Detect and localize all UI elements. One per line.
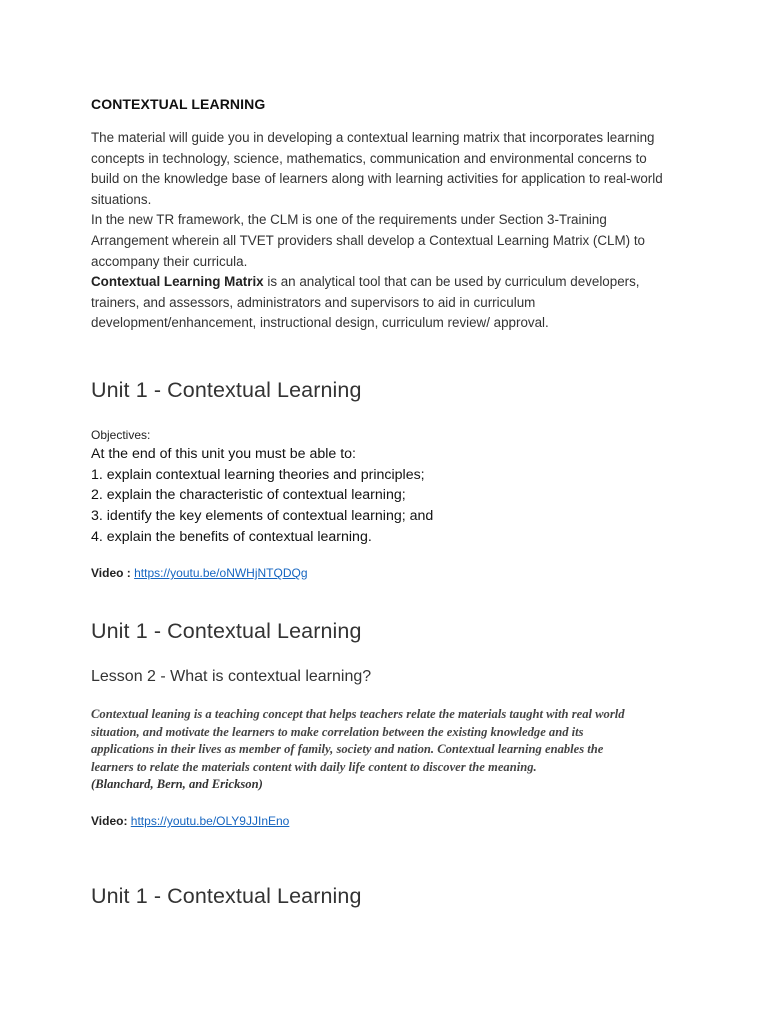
definition-quote <box>91 706 691 794</box>
unit-1-heading: Unit 1 - Contextual Learning <box>91 378 362 402</box>
objectives-intro: At the end of this unit you must be able to: <box>91 446 356 462</box>
intro-paragraph-3 <box>91 272 671 334</box>
intro-section <box>91 128 671 334</box>
unit-1-next-heading: Unit 1 - Contextual Learning <box>91 884 362 908</box>
intro-paragraph-2: In the new TR framework, the CLM is one of the requirements under Section 3-Training Arrangement wherein all TVET providers shall develop a Contextual Learning Matrix (CLM) to accompany their curricula. <box>91 212 645 269</box>
objective-item: 3. identify the key elements of contextual learning; and <box>91 508 434 525</box>
objectives-label: Objectives: <box>91 428 151 442</box>
quote-line: applications in their lives as member of family, society and nation. Contextual learning enables the <box>91 742 604 757</box>
objective-item: 1. explain contextual learning theories and principles; <box>91 466 425 483</box>
unit-1-lesson-2-heading: Unit 1 - Contextual Learning <box>91 619 362 643</box>
quote-line: Contextual leaning is a teaching concept that helps teachers relate the materials taught with real world <box>91 707 625 721</box>
quote-line: situation, and motivate the learners to make correlation between the existing knowledge and its <box>91 724 584 739</box>
objective-item: 4. explain the benefits of contextual learning. <box>91 528 372 545</box>
quote-citation: (Blanchard, Bern, and Erickson) <box>91 777 263 792</box>
lesson-2-title: Lesson 2 - What is contextual learning? <box>91 668 372 685</box>
objectives-list <box>91 444 691 548</box>
lesson-2-video-line <box>91 814 289 828</box>
clm-term: Contextual Learning Matrix <box>91 274 264 290</box>
intro-paragraph-1: The material will guide you in developing a contextual learning matrix that incorporates learning concepts in technology, science, mathematics, communication and environmental concerns to build on the knowledge base of learners along with learning activities for application to real-world situations. <box>91 130 663 207</box>
unit-1-video-line <box>91 566 308 580</box>
lesson-2-video-link[interactable]: https://youtu.be/OLY9JJInEno <box>130 814 290 828</box>
quote-line: learners to relate the materials content with daily life content to discover the meaning. <box>91 759 537 774</box>
unit-1-video-link[interactable]: https://youtu.be/oNWHjNTQDQg <box>134 566 308 580</box>
objective-item: 2. explain the characteristic of contextual learning; <box>91 487 406 504</box>
clm-definition: is an analytical tool that can be used by curriculum developers, trainers, and assessors, administrators and supervisors to aid in curriculum development/enhancement, instructional design, curriculum review/ approval. <box>91 274 640 331</box>
video-label: Video: <box>91 814 131 828</box>
video-label: Video : <box>91 566 135 580</box>
document-title: CONTEXTUAL LEARNING <box>91 96 266 112</box>
